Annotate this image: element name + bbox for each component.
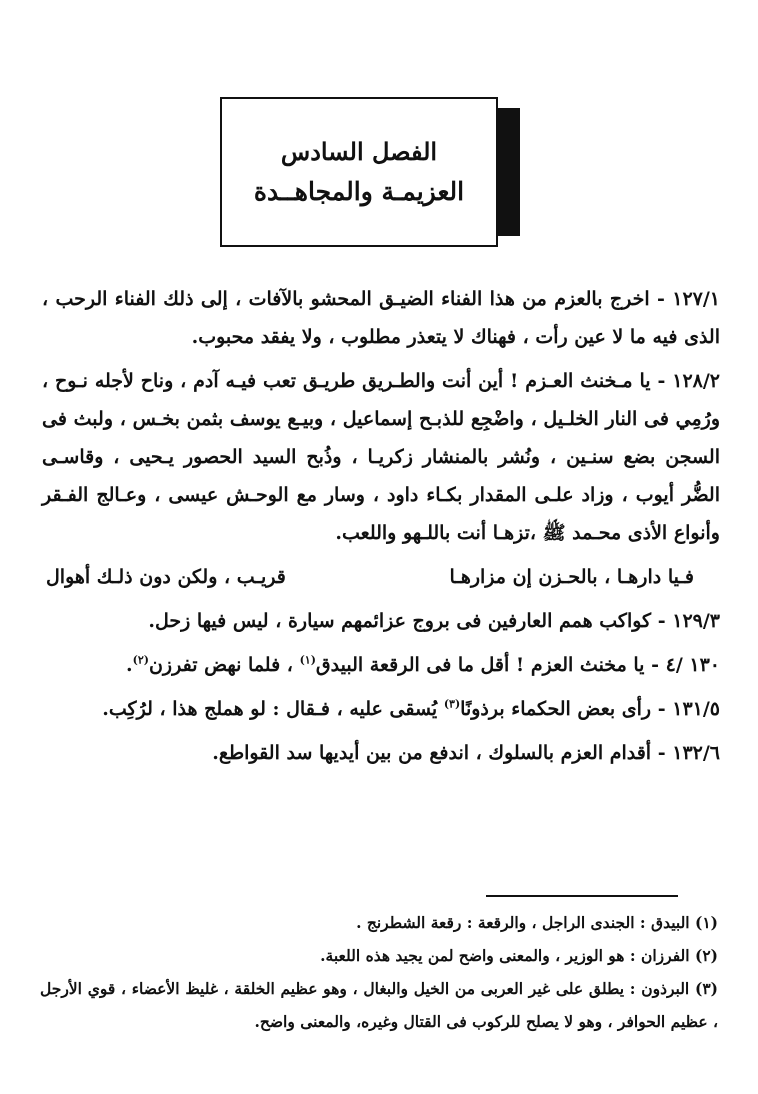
paragraph-number: ١٣٠ /٤ (665, 654, 720, 676)
paragraph-number: ١٢٧/١ (672, 288, 720, 310)
footnote-divider (486, 895, 678, 897)
footnote-ref: (١) (299, 653, 316, 667)
footnote-2: (٢) الفرزان : هو الوزير ، والمعنى واضح لمن يجيد هذه اللعبة. (320, 946, 718, 965)
paragraph-text: اخرج بالعزم من هذا الفناء الضيـق المحشو بالآفات ، إلى ذلك الفناء الرحب ، الذى فيه ما لا عين رأت ، فهناك لا يتعذر مطلوب ، ولا يفقد محبوب. (42, 288, 720, 348)
dash: - (657, 742, 666, 764)
paragraph-text: يا مخنث العزم ! أقل ما فى الرقعة البيدق (315, 654, 645, 676)
paragraph-number: ١٢٨/٢ (672, 370, 720, 392)
paragraph-number: ١٣١/٥ (672, 698, 720, 720)
paragraph-text: ، فلما نهض تفرزن (148, 654, 293, 676)
paragraph-129 (42, 602, 720, 640)
footnote-3: (٣) البرذون : يطلق على غير العربى من الخيل والبغال ، وهو عظيم الخلقة ، غليظ الأعضاء ، قوي الأرجل ، عظيم الحوافر ، وهو لا يصلح للركوب فى القتال وغيره، والمعنى واضح. (40, 979, 718, 1031)
verse-first-hemistich: فـيا دارهـا ، بالحـزن إن مزارهـا (449, 566, 694, 588)
paragraph-128 (42, 362, 720, 552)
dash: - (656, 288, 665, 310)
paragraph-130 (42, 646, 720, 684)
paragraph-number: ١٢٩/٣ (672, 610, 720, 632)
chapter-heading-box (220, 97, 498, 247)
dash: - (657, 370, 666, 392)
paragraph-end: . (125, 654, 133, 676)
paragraph-text: كواكب همم العارفين فى بروج عزائمهم سيارة ، ليس فيها زحل. (148, 610, 652, 632)
paragraph-131 (42, 690, 720, 728)
verse-second-hemistich: قريـب ، ولكن دون ذلـك أهوال (46, 566, 286, 588)
paragraph-text: يُسقى عليه ، فـقال : لو هملج هذا ، لرُكِب. (102, 698, 438, 720)
dash: - (657, 698, 666, 720)
paragraph-text: رأى بعض الحكماء برذونًا (460, 698, 652, 720)
paragraph-number: ١٣٢/٦ (672, 742, 720, 764)
paragraph-text: أقدام العزم بالسلوك ، اندفع من بين أيديها سد القواطع. (212, 742, 652, 764)
paragraph-132 (42, 734, 720, 772)
poetry-verse (42, 558, 720, 596)
body-text (42, 280, 720, 778)
footnote-ref: (٣) (443, 697, 461, 711)
chapter-title: الفصل السادس (280, 137, 438, 166)
footnote-ref: (٢) (132, 653, 149, 667)
footnotes (40, 906, 718, 1038)
dash: - (657, 610, 666, 632)
paragraph-127 (42, 280, 720, 356)
footnote-1: (١) البيدق : الجندى الراجل ، والرقعة : رقعة الشطرنج . (356, 913, 718, 932)
paragraph-text: يا مـخنث العـزم ! أين أنت والطـريق طريـق تعب فيـه آدم ، وناح لأجله نـوح ، ورُمِي فى النار الخلـيل ، واضْجِع للذبـح إسماعيل ، وبيـع يوسف بثمن بخـس ، ولبث فى السجن بضع سنـين ، ونُشر بالمنشار زكريـا ، وذُبح السيد الحصور يـحيى ، وقاسـى الضُّر أيوب ، وزاد علـى المقدار بكـاء داود ، وسار مع الوحـش عيسى ، وعـالج الفـقر وأنواع الأذى محـمد ﷺ ،تزهـا أنت باللـهو واللعب. (42, 370, 720, 544)
chapter-subtitle: العزيمـة والمجاهــدة (253, 177, 465, 206)
dash: - (651, 654, 659, 676)
